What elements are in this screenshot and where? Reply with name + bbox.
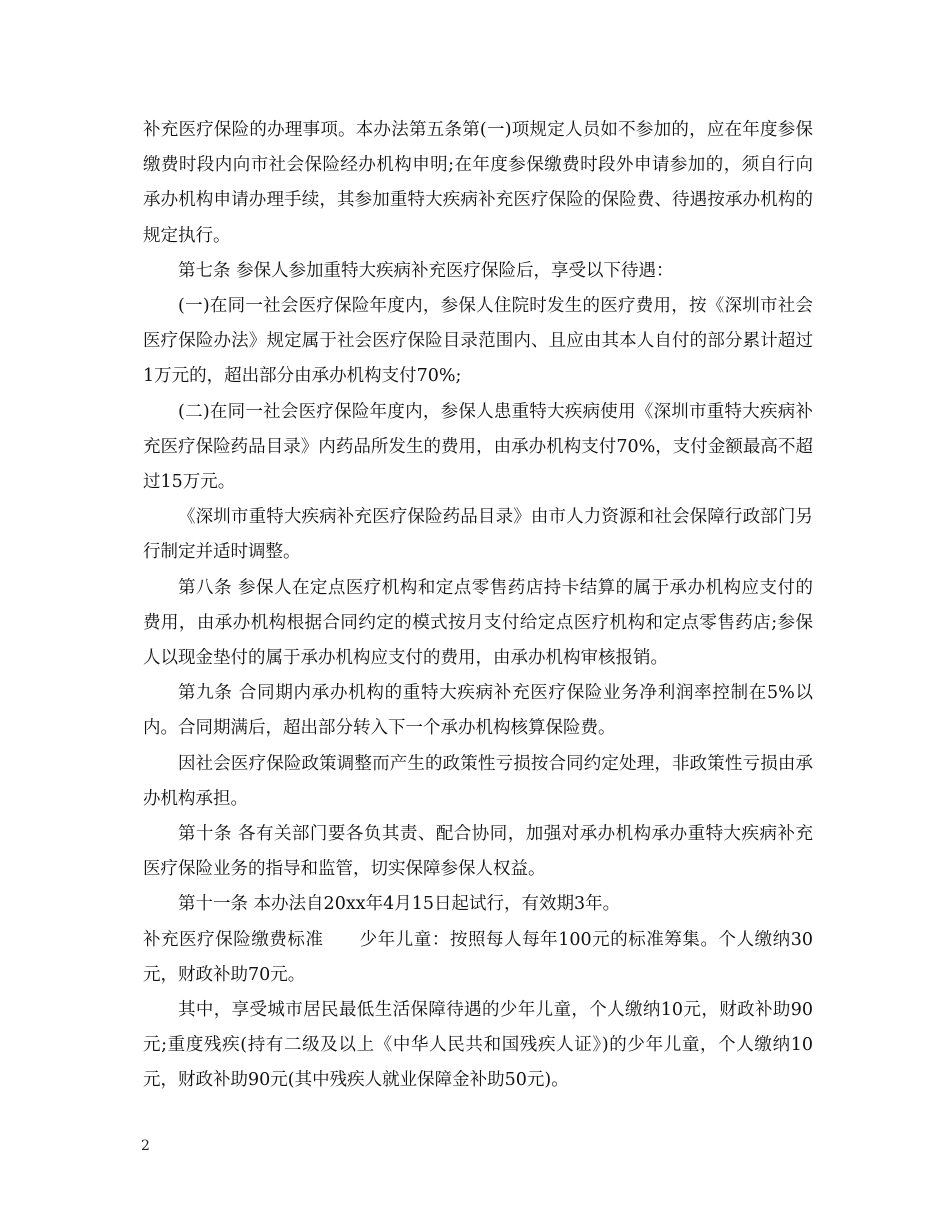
paragraph-article-9: 第九条 合同期内承办机构的重特大疾病补充医疗保险业务净利润率控制在5%以内。合同期满后，超出部分转入下一个承办机构核算保险费。 <box>143 683 813 739</box>
paragraph-article-11: 第十一条 本办法自20xx年4月15日起试行，有效期3年。 <box>178 894 621 915</box>
paragraph-payment-standard: 补充医疗保险缴费标准 少年儿童：按照每人每年100元的标准筹集。个人缴纳30元，财政补助70元。 <box>143 929 813 985</box>
paragraph-article-7-item-1: (一)在同一社会医疗保险年度内，参保人住院时发生的医疗费用，按《深圳市社会医疗保险办法》规定属于社会医疗保险目录范围内、且应由其本人自付的部分累计超过1万元的，超出部分由承办机构支付70%; <box>143 296 813 387</box>
paragraph-article-8: 第八条 参保人在定点医疗机构和定点零售药店持卡结算的属于承办机构应支付的费用，由承办机构根据合同约定的模式按月支付给定点医疗机构和定点零售药店;参保人以现金垫付的属于承办机构应支付的费用，由承办机构审核报销。 <box>143 577 813 669</box>
paragraph-1: 补充医疗保险的办理事项。本办法第五条第(一)项规定人员如不参加的，应在年度参保缴费时段内向市社会保险经办机构申明;在年度参保缴费时段外申请参加的，须自行向承办机构申请办理手续，其参加重特大疾病补充医疗保险的保险费、待遇按承办机构的规定执行。 <box>143 120 813 246</box>
paragraph-article-7: 第七条 参保人参加重特大疾病补充医疗保险后，享受以下待遇： <box>178 260 674 281</box>
paragraph-article-7-item-2: (二)在同一社会医疗保险年度内，参保人患重特大疾病使用《深圳市重特大疾病补充医疗保险药品目录》内药品所发生的费用，由承办机构支付70%，支付金额最高不超过15万元。 <box>143 401 813 493</box>
paragraph-policy-loss: 因社会医疗保险政策调整而产生的政策性亏损按合同约定处理，非政策性亏损由承办机构承担。 <box>143 753 813 809</box>
paragraph-drug-catalog: 《深圳市重特大疾病补充医疗保险药品目录》由市人力资源和社会保障行政部门另行制定并适时调整。 <box>143 507 813 563</box>
paragraph-article-10: 第十条 各有关部门要各负其责、配合协同，加强对承办机构承办重特大疾病补充医疗保险业务的指导和监管，切实保障参保人权益。 <box>143 824 813 880</box>
document-body <box>143 113 813 1099</box>
paragraph-subsidy-details: 其中，享受城市居民最低生活保障待遇的少年儿童，个人缴纳10元，财政补助90元;重度残疾(持有二级及以上《中华人民共和国残疾人证》)的少年儿童，个人缴纳10元，财政补助90元(其中残疾人就业保障金补助50元)。 <box>143 1000 813 1091</box>
page-number: 2 <box>141 1138 150 1154</box>
